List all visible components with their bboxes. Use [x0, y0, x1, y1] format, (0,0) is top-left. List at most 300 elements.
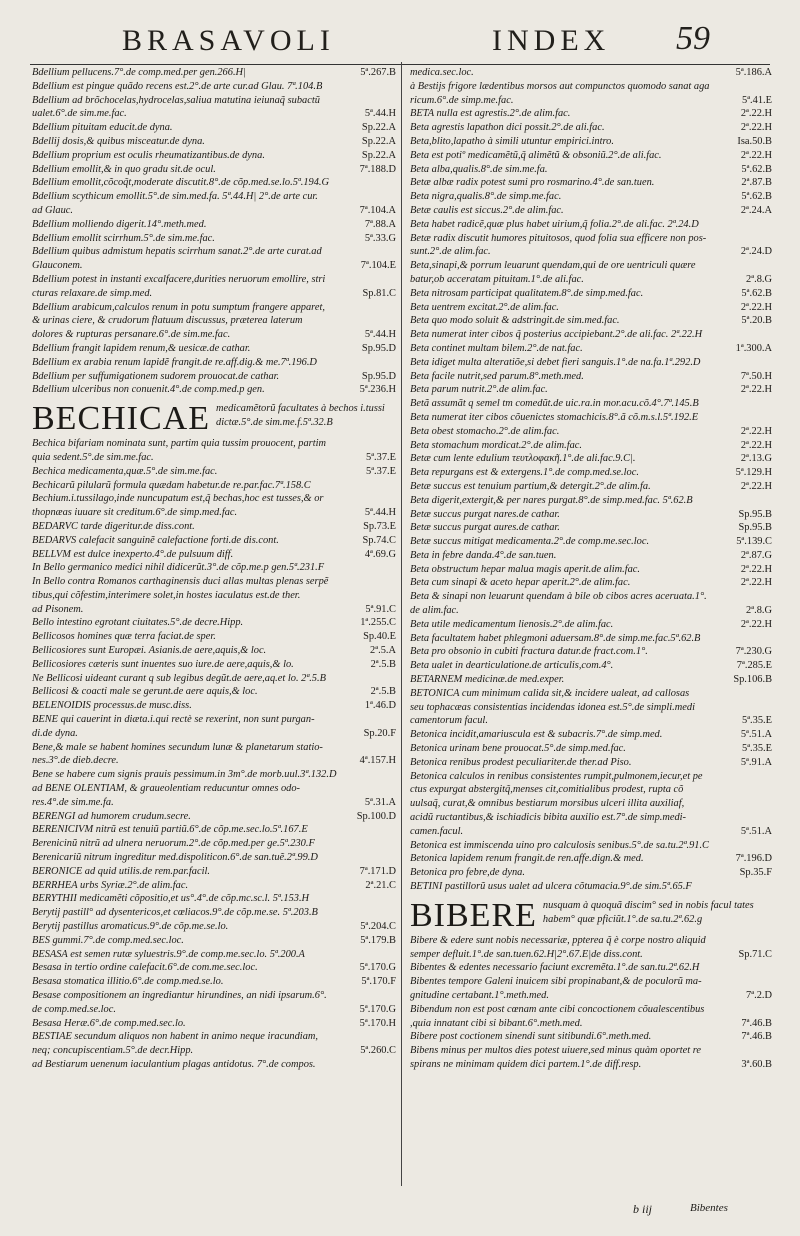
entry-citation: 4ª.157.H — [357, 754, 396, 768]
index-entry — [32, 287, 396, 301]
entry-citation: 7ª.104.E — [358, 259, 396, 273]
entry-text: Beta uentrem excitat.2°.de alim.fac. — [410, 301, 559, 313]
entry-citation: Sp.100.D — [354, 810, 396, 824]
index-entry — [32, 672, 396, 686]
index-entry — [32, 273, 396, 287]
entry-text: Beta facultatem habet phlegmoni aduersam.8°.de simp.me.fac.5ª.62.B — [410, 632, 701, 644]
entry-citation: 5ª.236.H — [357, 383, 396, 397]
entry-text: Beta agrestis lapathon dici possit.2°.de ali.fac. — [410, 122, 605, 134]
index-entry — [32, 589, 396, 603]
entry-citation: 5ª.44.H — [362, 506, 396, 520]
header-rule — [30, 64, 770, 65]
index-entry — [410, 989, 772, 1003]
index-entry — [410, 466, 772, 480]
index-entry — [410, 880, 772, 894]
index-entry — [32, 934, 396, 948]
index-entry — [410, 94, 772, 108]
entry-text: BES gummi.7°.de comp.med.sec.loc. — [32, 934, 184, 946]
index-entry — [32, 135, 396, 149]
entry-text: Beta,blito,lapatho à simili utuntur empirici.intro. — [410, 135, 614, 147]
entry-text: Bdellium arabicum,calculos renum in potu sumptum frangere apparet, — [32, 301, 325, 313]
index-entry — [410, 728, 772, 742]
entry-citation: 5ª.51.A — [738, 728, 772, 742]
headword-entry — [410, 894, 772, 934]
index-entry — [410, 590, 772, 604]
index-entry — [32, 713, 396, 727]
entry-text: de comp.med.se.loc. — [32, 1003, 116, 1015]
entry-text: BERENICIVM nitrũ est tenuiũ partiũ.6°.de cõp.me.sec.lo.5ª.167.E — [32, 824, 308, 836]
entry-citation: Sp.71.C — [736, 948, 773, 962]
entry-citation: 2ª.5.A — [367, 644, 396, 658]
entry-text: Bibentes & edentes necessario faciunt excremẽta.1°.de san.tu.2ª.62.H — [410, 962, 700, 974]
entry-text: Betæ succus mitigat medicamenta.2°.de comp.me.sec.loc. — [410, 536, 650, 548]
index-entry — [32, 383, 396, 397]
entry-citation: 2ª.22.H — [738, 563, 772, 577]
entry-text: Besasa Heræ.6°.de comp.med.sec.lo. — [32, 1017, 186, 1029]
entry-text: Beta numerat inter cibos q̃ posterius accipiebant.2°.de ali.fac. 2ª.22.H — [410, 329, 703, 341]
page-number: 59 — [676, 20, 710, 57]
index-entry — [410, 314, 772, 328]
index-entry — [32, 451, 396, 465]
index-entry — [32, 603, 396, 617]
index-entry — [32, 754, 396, 768]
column-divider — [401, 62, 402, 1186]
entry-citation: 5ª.179.B — [357, 934, 396, 948]
index-entry — [410, 1058, 772, 1072]
entry-citation: 5ª.170.G — [357, 1003, 396, 1017]
entry-text: res.4°.de sim.me.fa. — [32, 796, 114, 808]
entry-citation: 2ª.24.D — [738, 245, 772, 259]
entry-citation: 5ª.62.B — [738, 287, 772, 301]
headword-gloss: nusquam à quoquã discim° sed in nobis facul tates habem° quæ pficiũt.1°.de sa.tu.2ª.62.g — [542, 899, 754, 925]
entry-text: Betæ cum lente edulium τευτλοφακῆ.1°.de ali.fac.9.C|. — [410, 453, 636, 465]
index-entry — [410, 645, 772, 659]
entry-text: Betæ succus purgat aures.de cathar. — [410, 522, 560, 534]
entry-citation: 5ª.139.C — [733, 535, 772, 549]
index-entry — [32, 163, 396, 177]
entry-text: camentorum facul. — [410, 715, 488, 727]
entry-citation: 2ª.24.A — [738, 204, 772, 218]
index-entry — [410, 397, 772, 411]
catchword: Bibentes — [690, 1202, 728, 1214]
entry-text: nes.3°.de dieb.decre. — [32, 755, 119, 767]
entry-text: Bdellium scythicum emollit.5°.de sim.med.fa. 5ª.44.H| 2°.de arte cur. — [32, 191, 318, 203]
entry-citation: 5ª.37.E — [363, 451, 396, 465]
entry-text: Beta numerat iter cibos cõuenictes stomachicis.8°.ã cõ.m.s.l.5ª.192.E — [410, 411, 699, 423]
entry-citation: 5ª.170.F — [358, 975, 396, 989]
entry-text: quia sedent.5°.de sim.me.fac. — [32, 451, 154, 463]
entry-text: Beta,sinapi,& porrum leuarunt quendam,qui de ore uentriculi quære — [410, 260, 696, 272]
index-entry — [32, 837, 396, 851]
entry-text: Bibere & edere sunt nobis necessariæ, ppterea q̃ è corpe nostro aliquid — [410, 934, 706, 946]
entry-text: Bdellium pellucens.7°.de comp.med.per gen.266.H| — [32, 67, 246, 78]
entry-text: Betæ radix discutit humores pituitosos, quod folia sua efficere non pos- — [410, 232, 707, 244]
entry-citation: 7ª.2.D — [743, 989, 772, 1003]
entry-citation: 7ª.230.G — [733, 645, 772, 659]
entry-text: gnitudine certabant.1°.meth.med. — [410, 990, 549, 1001]
index-entry — [32, 561, 396, 575]
index-entry — [410, 1030, 772, 1044]
index-entry — [32, 245, 396, 259]
index-entry — [32, 796, 396, 810]
entry-text: medica.sec.loc. — [410, 67, 474, 78]
index-entry — [410, 975, 772, 989]
entry-text: Bellicosiores sunt Europæi. Asianis.de aere,aquis,& loc. — [32, 645, 267, 657]
index-entry — [32, 1058, 396, 1072]
entry-text: Bdellium frangit lapidem renum,& uesicæ.de cathar. — [32, 342, 251, 354]
index-entry — [410, 218, 772, 232]
entry-text: Betonica calculos in renibus consistentes rumpit,pulmonem,iecur,et pe — [410, 770, 703, 782]
entry-text: In Bello contra Romanos carthaginensis duci allas multas plenas serpẽ — [32, 576, 329, 588]
entry-text: Bdellium emollit,& in quo gradu sit.de ocul. — [32, 163, 216, 175]
index-entry — [410, 961, 772, 975]
entry-text: Berenicinũ nitrũ ad ulnera neruorum.2°.de cõp.med.per ge.5ª.230.F — [32, 838, 315, 850]
entry-citation: 7ª.285.E — [734, 659, 772, 673]
index-entry — [32, 548, 396, 562]
entry-text: di.de dyna. — [32, 727, 78, 739]
entry-citation: 2ª.22.H — [738, 301, 772, 315]
page-footer — [0, 1196, 800, 1226]
entry-text: ad Bestiarum uenenum iaculantium plagas antidotus. 7°.de compos. — [32, 1058, 316, 1070]
index-entry — [32, 727, 396, 741]
entry-text: BELENOIDIS processus.de musc.diss. — [32, 700, 192, 712]
entry-text: Besase compositionem an ingrediantur hirundines, an nidi ipsarum.6°. — [32, 990, 327, 1001]
entry-text: & urinas ciere, & crudorum flatuum discussus, præterea laterum — [32, 315, 303, 327]
signature-mark: b iij — [633, 1202, 653, 1216]
index-entry — [410, 508, 772, 522]
entry-text: à Bestijs frigore lædentibus morsos aut compunctos quomodo sanat aga — [410, 80, 710, 92]
index-entry — [32, 479, 396, 493]
index-entry — [32, 658, 396, 672]
headword: BIBERE — [410, 896, 537, 934]
entry-citation: Sp.74.C — [360, 534, 397, 548]
index-entry — [410, 452, 772, 466]
entry-text: Bibendum non est post cœnam ante cibi concoctionem cõualescentibus — [410, 1003, 705, 1015]
index-entry — [32, 685, 396, 699]
index-entry — [410, 107, 772, 121]
index-entry — [410, 576, 772, 590]
index-entry — [410, 797, 772, 811]
entry-citation: 5ª.91.C — [362, 603, 396, 617]
index-entry — [410, 825, 772, 839]
entry-citation: 2ª.22.H — [738, 439, 772, 453]
entry-text: Betonica lapidem renum frangit.de ren.affe.dign.& med. — [410, 853, 644, 865]
entry-citation: Sp.106.B — [730, 673, 772, 687]
entry-text: Bdellium ad brõchocelas,hydrocelas,saliua matutina ieiunaq̃ subactũ — [32, 94, 320, 106]
entry-citation: 7ª.50.H — [738, 370, 772, 384]
headword-entry — [32, 397, 396, 437]
entry-text: Beta repurgans est & extergens.1°.de comp.med.se.loc. — [410, 467, 639, 479]
index-entry — [32, 356, 396, 370]
entry-text: Betæ caulis est siccus.2°.de alim.fac. — [410, 204, 564, 216]
entry-text: BETARNEM medicinæ.de med.exper. — [410, 674, 565, 686]
running-header — [0, 0, 800, 66]
entry-text: Berytij pastillus aromaticus.9°.de cõp.me.se.lo. — [32, 921, 229, 933]
entry-citation: 5ª.186.A — [733, 66, 772, 80]
entry-text: Bechium.i.tussilago,inde nuncupatum est,q̃ bechas,hoc est tusses,& or — [32, 493, 324, 505]
index-entry — [410, 1044, 772, 1058]
entry-text: Betonica urinam bene prouocat.5°.de simp.med.fac. — [410, 743, 626, 755]
index-entry — [32, 1030, 396, 1044]
entry-text: BERYTHII medicamẽti cõpositio,et us°.4°.de cõp.mc.sc.l. 5ª.153.H — [32, 893, 310, 905]
left-column — [32, 66, 396, 1190]
entry-text: thopnæas iuuare sit creditum.6°.de simp.med.fac. — [32, 507, 238, 519]
index-entry — [32, 616, 396, 630]
entry-citation: Sp.35.F — [737, 866, 772, 880]
entry-citation: 2ª.13.G — [738, 452, 772, 466]
entry-text: Beta pro obsonio in cubiti fractura datur.de fract.com.1°. — [410, 646, 648, 658]
entry-text: ad BENE OLENTIAM, & graueolentiam reducuntur omnes odo- — [32, 783, 301, 795]
entry-citation: 5ª.170.H — [357, 1017, 396, 1031]
index-entry — [410, 411, 772, 425]
entry-text: Berytij pastill° ad dysentericos,et cœliacos.9°.de cõp.me.se. 5ª.203.B — [32, 907, 318, 919]
entry-text: ualet.6°.de sim.me.fac. — [32, 108, 127, 120]
entry-text: Betã assumãt q semel tm comedũt.de uic.ra.in mor.acu.cõ.4°.7ª.145.B — [410, 398, 699, 410]
entry-text: Beta continet multam bilem.2°.de nat.fac. — [410, 342, 583, 354]
entry-citation: 2ª.22.H — [738, 107, 772, 121]
entry-citation: 7ª.104.A — [357, 204, 396, 218]
entry-citation: 2ª.5.B — [368, 685, 396, 699]
entry-text: Bello intestino egrotant ciuitates.5°.de decre.Hipp. — [32, 617, 244, 629]
entry-text: BERONICE ad quid utilis.de rem.par.facil. — [32, 865, 210, 877]
entry-text: batur,ob acceratam pituitam.1°.de ali.fac. — [410, 273, 584, 285]
index-entry — [410, 756, 772, 770]
entry-text: Beta quo modo soluit & adstringit.de sim.med.fac. — [410, 315, 620, 327]
entry-text: Bdellium pituitam educit.de dyna. — [32, 122, 173, 134]
index-entry — [410, 563, 772, 577]
index-entry — [32, 506, 396, 520]
entry-citation: 5ª.170.G — [357, 961, 396, 975]
entry-text: Betæ albæ radix potest sumi pro rosmarino.4°.de san.tuen. — [410, 177, 655, 189]
index-entry — [32, 865, 396, 879]
entry-citation: 7ª.171.D — [357, 865, 396, 879]
index-entry — [410, 204, 772, 218]
entry-citation: 2ª.21.C — [362, 879, 396, 893]
entry-text: In Bello germanico medici nihil didicerũt.3°.de cõp.me.p gen.5ª.231.F — [32, 562, 325, 574]
index-entry — [32, 879, 396, 893]
entry-text: Bdellium per suffumigationem sudorem prouocat.de cathar. — [32, 370, 280, 382]
index-entry — [32, 328, 396, 342]
index-entry — [32, 1003, 396, 1017]
entry-text: Bdellium ulceribus non conuenit.4°.de comp.med.p gen. — [32, 384, 265, 396]
index-entry — [410, 425, 772, 439]
entry-citation: Sp.22.A — [359, 121, 396, 135]
entry-citation: Sp.95.D — [359, 342, 396, 356]
entry-text: BEDARVS calefacit sanguinẽ calefactione forti.de dis.cont. — [32, 534, 279, 546]
entry-text: sunt.2°.de alim.fac. — [410, 246, 491, 258]
index-entry — [410, 742, 772, 756]
index-entry — [32, 232, 396, 246]
entry-citation: 5ª.91.A — [738, 756, 772, 770]
headword: BECHICAE — [32, 400, 210, 438]
entry-text: Beta digerit,extergit,& per nares purgat.8°.de simp.med.fac. 5ª.62.B — [410, 494, 693, 506]
index-entry — [32, 492, 396, 506]
index-entry — [410, 839, 772, 853]
index-entry — [410, 604, 772, 618]
index-entry — [32, 989, 396, 1003]
entry-citation: 7ª.196.D — [733, 852, 772, 866]
index-entry — [32, 920, 396, 934]
entry-text: Beta cum sinapi & aceto hepar aperit.2°.de alim.fac. — [410, 577, 631, 589]
entry-citation: Sp.73.E — [360, 520, 396, 534]
entry-text: Bdellium ex arabia renum lapidẽ frangit.de re.aff.dig.& me.7ª.196.D — [32, 356, 317, 368]
index-entry — [410, 121, 772, 135]
entry-text: ,quia innatant cibi si bibant.6°.meth.med. — [410, 1017, 583, 1029]
entry-citation: 5ª.267.B — [357, 66, 396, 80]
index-entry — [410, 135, 772, 149]
entry-text: cturas relaxare.de simp.med. — [32, 287, 153, 299]
entry-text: de alim.fac. — [410, 605, 459, 617]
index-entry — [410, 535, 772, 549]
index-entry — [32, 301, 396, 315]
entry-text: spirans ne minimam quidem dici partem.1°.de diff.resp. — [410, 1058, 642, 1070]
index-entry — [32, 80, 396, 94]
entry-text: Bene se habere cum signis prauis pessimum.in 3m°.de morb.uul.3ª.132.D — [32, 769, 337, 781]
entry-citation: Sp.40.E — [360, 630, 396, 644]
index-entry — [32, 810, 396, 824]
index-entry — [32, 204, 396, 218]
entry-text: BELLVM est dulce inexperto.4°.de pulsuum diff. — [32, 548, 234, 560]
entry-text: BENE qui cauerint in diæta.i.qui rectè se rexerint, non sunt purgan- — [32, 714, 315, 726]
index-entry — [32, 176, 396, 190]
index-entry — [32, 465, 396, 479]
entry-text: Beta obest stomacho.2°.de alim.fac. — [410, 425, 560, 437]
entry-citation: Sp.20.F — [361, 727, 396, 741]
entry-text: Beta nitrosam participat qualitatem.8°.de simp.med.fac. — [410, 287, 644, 299]
entry-text: tibus,qui cõfestim,interimere solet,in hostes iaculatus est.de ther. — [32, 589, 301, 601]
entry-text: Beta utile medicamentum lienosis.2°.de alim.fac. — [410, 618, 614, 630]
index-entry — [410, 1017, 772, 1031]
index-entry — [32, 906, 396, 920]
entry-text: Bechica medicamenta,quæ.5°.de sim.me.fac. — [32, 465, 218, 477]
index-entry — [410, 673, 772, 687]
index-entry — [32, 94, 396, 108]
entry-text: Bellicosiores cæteris sunt inuentes suo iure.de aere,aquis,& lo. — [32, 658, 294, 670]
index-entry — [410, 190, 772, 204]
entry-citation: 1ª.46.D — [362, 699, 396, 713]
entry-citation: 5ª.260.C — [357, 1044, 396, 1058]
index-entry — [32, 121, 396, 135]
entry-text: Betonica pro febre,de dyna. — [410, 867, 525, 879]
index-entry — [32, 699, 396, 713]
index-entry — [410, 259, 772, 273]
entry-text: BETA nulla est agrestis.2°.de alim.fac. — [410, 108, 571, 120]
entry-citation: 2ª.87.B — [738, 176, 772, 190]
entry-citation: Sp.81.C — [360, 287, 397, 301]
entry-text: seu tophacæas consistentias incidendas idonea est.5°.de simpli.medi — [410, 701, 695, 713]
index-entry — [410, 1003, 772, 1017]
index-entry — [410, 383, 772, 397]
entry-citation: Sp.22.A — [359, 149, 396, 163]
entry-text: Beta ualet in dearticulatione.de articulis,com.4°. — [410, 660, 614, 672]
entry-citation: 7ª.46.B — [738, 1017, 772, 1031]
index-entry — [410, 149, 772, 163]
index-entry — [32, 66, 396, 80]
entry-text: Beta idiget multa alteratiõe,si debet fieri sanguis.1°.de na.fa.1ª.292.D — [410, 356, 701, 368]
index-entry — [410, 342, 772, 356]
entry-text: Betæ succus purgat nares.de cathar. — [410, 508, 560, 520]
index-entry — [32, 259, 396, 273]
entry-text: Betæ succus est tenuium partium,& detergit.2°.de alim.fa. — [410, 480, 651, 492]
entry-text: Beta habet radicẽ,quæ plus habet uirium,q̃ folia.2°.de ali.fac. 2ª.24.D — [410, 218, 699, 230]
entry-text: BEDARVC tarde digeritur.de diss.cont. — [32, 520, 195, 532]
index-entry — [32, 314, 396, 328]
index-entry — [32, 575, 396, 589]
index-entry — [410, 301, 772, 315]
entry-citation: 5ª.37.E — [363, 465, 396, 479]
entry-citation: 2ª.22.H — [738, 480, 772, 494]
entry-citation: 2ª.22.H — [738, 383, 772, 397]
entry-citation: 1ª.255.C — [357, 616, 396, 630]
entry-citation: 2ª.8.G — [743, 273, 772, 287]
index-entry — [410, 356, 772, 370]
index-entry — [32, 961, 396, 975]
index-entry — [410, 439, 772, 453]
entry-text: Bdellium molliendo digerit.14°.meth.med. — [32, 218, 207, 230]
entry-citation: 5ª.44.H — [362, 328, 396, 342]
index-entry — [32, 975, 396, 989]
index-entry — [410, 783, 772, 797]
entry-text: acidũ ructantibus,& ischiadicis bibita auxilio est.7°.de simp.medi- — [410, 812, 687, 824]
entry-text: BETINI pastillorũ usus ualet ad ulcera cõtumacia.9°.de sim.5ª.65.F — [410, 881, 692, 893]
entry-text: Ne Bellicosi uideant curant q sub legibus degũt.de aere,aq.et lo. 2ª.5.B — [32, 672, 326, 684]
headword-gloss: medicamẽtorũ facultates à bechos i.tussi dictæ.5°.de sim.me.f.5ª.32.B — [216, 403, 385, 429]
entry-text: Beta & sinapi non leuarunt quendam à bile ob cibos acres aceruata.1°. — [410, 591, 707, 603]
index-entry — [32, 823, 396, 837]
entry-citation: 5ª.35.E — [739, 742, 772, 756]
index-entry — [410, 232, 772, 246]
entry-text: Beta est potiº medicamẽtũ,q̃ alimẽtũ & obsoniũ.2°.de ali.fac. — [410, 149, 662, 161]
index-entry — [410, 714, 772, 728]
entry-text: ad Glauc. — [32, 204, 73, 216]
index-entry — [410, 494, 772, 508]
index-entry — [410, 659, 772, 673]
index-entry — [32, 107, 396, 121]
index-entry — [32, 1017, 396, 1031]
entry-text: Bdellium est pingue quãdo recens est.2°.de arte cur.ad Glau. 7ª.104.B — [32, 80, 323, 92]
header-author: BRASAVOLI — [122, 24, 335, 57]
index-entry — [32, 851, 396, 865]
index-entry — [32, 534, 396, 548]
entry-text: Betonica incidit,amariuscula est & subacris.7°.de simp.med. — [410, 729, 663, 741]
entry-text: camen.facul. — [410, 825, 464, 837]
entry-text: dolores & rupturas persanare.6°.de sim.me.fac. — [32, 329, 231, 341]
index-entry — [410, 163, 772, 177]
index-entry — [410, 287, 772, 301]
entry-citation: 5ª.31.A — [362, 796, 396, 810]
index-entry — [410, 948, 772, 962]
index-entry — [32, 342, 396, 356]
entry-text: Bdellium emollit scirrhum.5°.de sim.me.fac. — [32, 232, 215, 244]
entry-text: Beta nigra,qualis.8°.de simp.me.fac. — [410, 191, 562, 203]
entry-text: Bene,& male se habent homines secundum lunæ & planetarum statio- — [32, 741, 323, 753]
entry-citation: 5ª.33.G — [362, 232, 396, 246]
entry-text: Beta in febre danda.4°.de san.tuen. — [410, 549, 557, 561]
entry-citation: Sp.95.B — [736, 508, 773, 522]
index-entry — [410, 934, 772, 948]
entry-citation: 7ª.88.A — [362, 218, 396, 232]
index-entry — [410, 521, 772, 535]
index-entry — [410, 480, 772, 494]
index-entry — [410, 701, 772, 715]
entry-citation: 5ª.62.B — [738, 190, 772, 204]
entry-text: Betonica est immiscenda uino pro calculosis senibus.5°.de sa.tu.2ª.91.C — [410, 839, 709, 851]
entry-citation: 5ª.44.H — [362, 107, 396, 121]
entry-citation: 2ª.87.G — [738, 549, 772, 563]
entry-citation: Sp.22.A — [359, 135, 396, 149]
index-entry — [410, 811, 772, 825]
entry-citation: 2ª.22.H — [738, 149, 772, 163]
